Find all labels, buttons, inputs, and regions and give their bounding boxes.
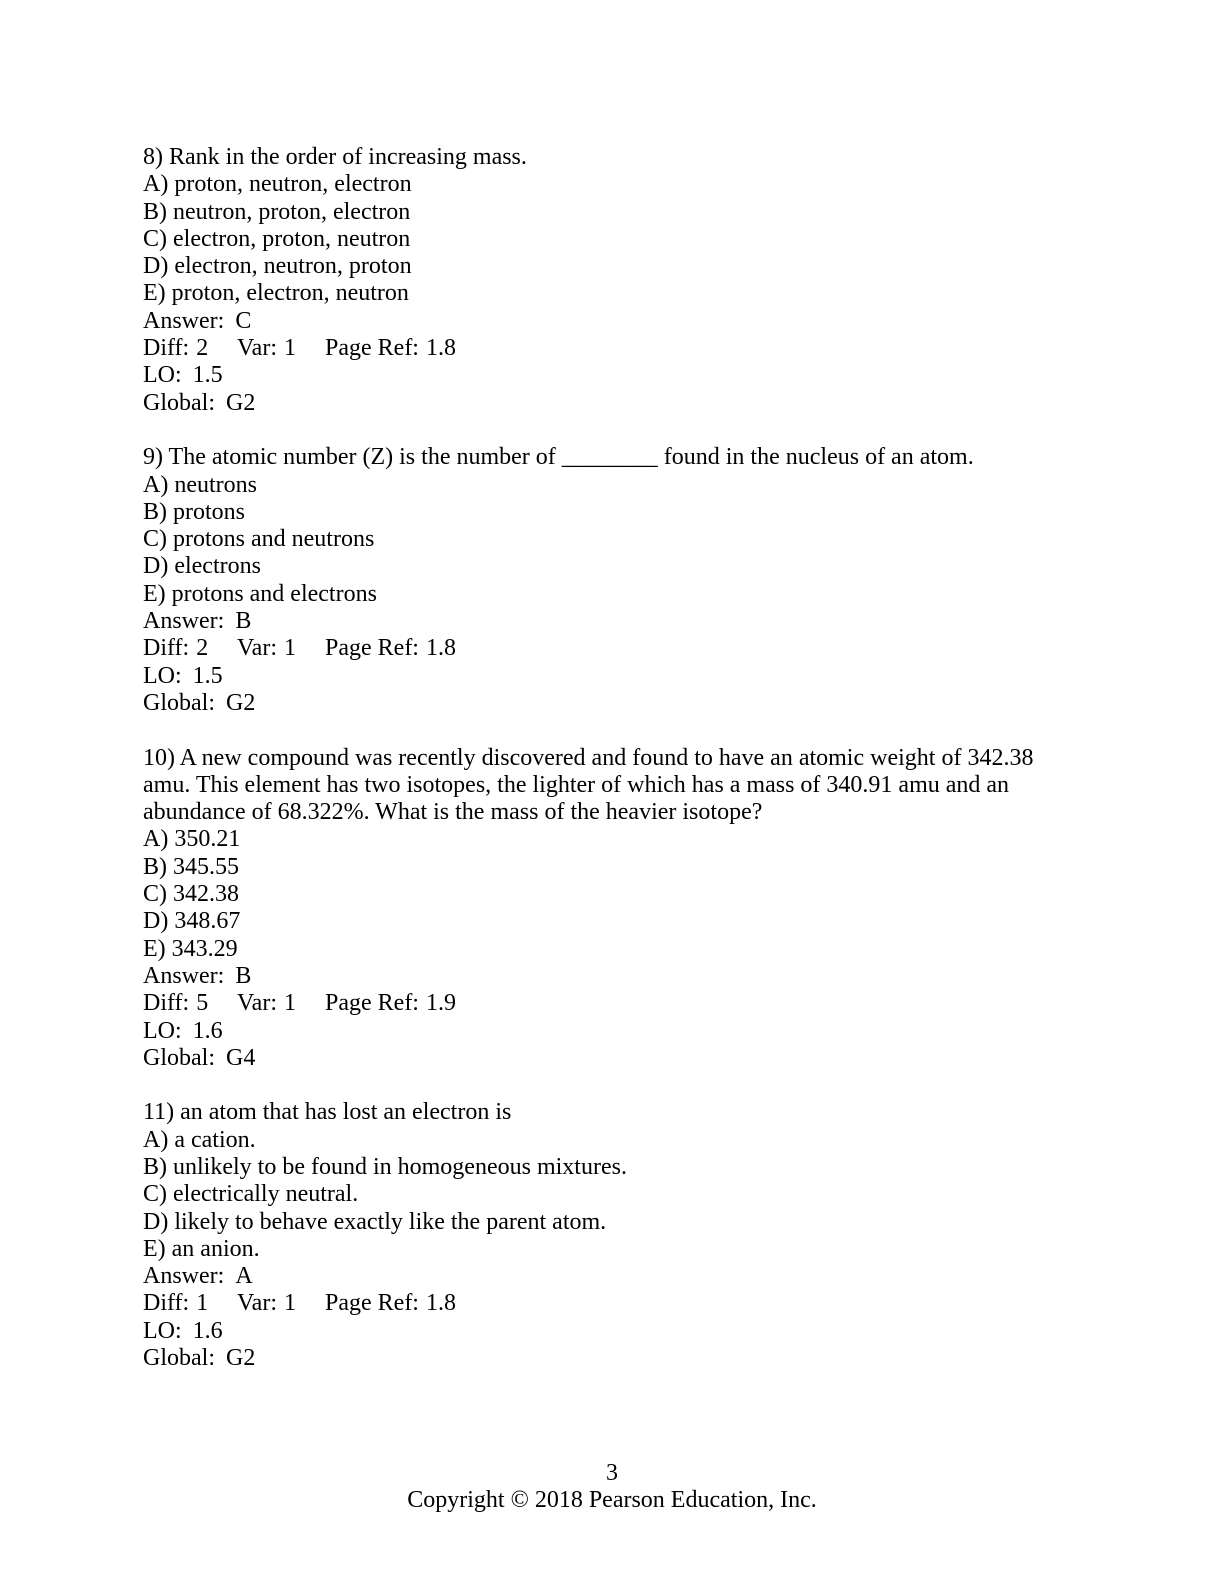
lo-value: 1.5 <box>192 662 223 689</box>
question-8 <box>143 144 1080 417</box>
var-segment <box>237 1290 325 1317</box>
lo-line <box>143 1318 1080 1345</box>
diff-value: 2 <box>196 335 209 362</box>
lo-value: 1.6 <box>192 1017 223 1044</box>
pageref-label: Page Ref: <box>325 635 419 662</box>
answer-label: Answer: <box>143 1263 225 1290</box>
option-e: E) proton, electron, neutron <box>143 280 409 307</box>
var-label: Var: <box>237 990 277 1017</box>
pageref-value: 1.9 <box>425 990 456 1017</box>
option-e: E) an anion. <box>143 1235 260 1262</box>
var-value: 1 <box>283 335 296 362</box>
diff-label: Diff: <box>143 335 190 362</box>
pageref-label: Page Ref: <box>325 990 419 1017</box>
meta-line <box>143 635 1080 662</box>
var-label: Var: <box>237 635 277 662</box>
question-text: 11) an atom that has lost an electron is <box>143 1099 512 1126</box>
option-d: D) likely to behave exactly like the parent atom. <box>143 1208 607 1235</box>
meta-line <box>143 1290 1080 1317</box>
var-value: 1 <box>283 635 296 662</box>
diff-label: Diff: <box>143 990 190 1017</box>
copyright-notice: Copyright © 2018 Pearson Education, Inc. <box>407 1487 817 1514</box>
option-a: A) neutrons <box>143 471 257 498</box>
var-segment <box>237 635 325 662</box>
global-line <box>143 1345 1080 1372</box>
question-11 <box>143 1099 1080 1372</box>
var-segment <box>237 990 325 1017</box>
option-c: C) 342.38 <box>143 881 239 908</box>
diff-segment <box>143 1290 237 1317</box>
pageref-value: 1.8 <box>425 635 456 662</box>
lo-label: LO: <box>143 362 182 389</box>
lo-value: 1.6 <box>192 1317 223 1344</box>
global-value: G2 <box>226 1345 256 1372</box>
var-value: 1 <box>283 990 296 1017</box>
lo-value: 1.5 <box>192 362 223 389</box>
global-label: Global: <box>143 1044 215 1071</box>
answer-line <box>143 608 1080 635</box>
global-label: Global: <box>143 389 215 416</box>
lo-line <box>143 1018 1080 1045</box>
answer-line <box>143 1263 1080 1290</box>
answer-label: Answer: <box>143 608 225 635</box>
answer-value: A <box>235 1263 253 1290</box>
var-value: 1 <box>283 1290 296 1317</box>
question-text: 8) Rank in the order of increasing mass. <box>143 144 527 170</box>
pageref-segment <box>325 335 456 361</box>
diff-segment <box>143 635 237 662</box>
pageref-segment <box>325 1290 456 1316</box>
option-d: D) electrons <box>143 553 261 580</box>
global-value: G2 <box>226 689 256 716</box>
option-c: C) electrically neutral. <box>143 1181 359 1208</box>
diff-label: Diff: <box>143 635 190 662</box>
answer-label: Answer: <box>143 307 225 334</box>
pageref-segment <box>325 990 456 1016</box>
option-c: C) electron, proton, neutron <box>143 225 411 252</box>
option-b: B) unlikely to be found in homogeneous mixtures. <box>143 1153 627 1180</box>
diff-label: Diff: <box>143 1290 190 1317</box>
lo-label: LO: <box>143 662 182 689</box>
answer-value: B <box>235 608 252 635</box>
global-line <box>143 390 1080 417</box>
option-b: B) protons <box>143 498 245 525</box>
question-text: 10) A new compound was recently discovered and found to have an atomic weight of 342.38 amu. This element has two isotopes, the lighter of which has a mass of 340.91 amu and an abundance of 68.322%. What is the mass of the heavier isotope? <box>143 744 1034 826</box>
global-line <box>143 1045 1080 1072</box>
answer-value: B <box>235 962 252 989</box>
answer-line <box>143 963 1080 990</box>
lo-label: LO: <box>143 1317 182 1344</box>
global-line <box>143 690 1080 717</box>
diff-segment <box>143 990 237 1017</box>
page-footer <box>0 1460 1224 1515</box>
option-e: E) 343.29 <box>143 935 238 962</box>
pageref-label: Page Ref: <box>325 335 419 362</box>
option-d: D) electron, neutron, proton <box>143 253 412 280</box>
answer-label: Answer: <box>143 962 225 989</box>
var-label: Var: <box>237 335 277 362</box>
pageref-segment <box>325 635 456 661</box>
global-label: Global: <box>143 689 215 716</box>
questions-area <box>143 144 1080 1400</box>
option-b: B) neutron, proton, electron <box>143 198 411 225</box>
pageref-value: 1.8 <box>425 335 456 362</box>
var-segment <box>237 335 325 362</box>
meta-line <box>143 990 1080 1017</box>
option-a: A) a cation. <box>143 1126 256 1153</box>
lo-line <box>143 362 1080 389</box>
diff-value: 2 <box>196 635 209 662</box>
question-9 <box>143 444 1080 717</box>
option-e: E) protons and electrons <box>143 580 377 607</box>
lo-line <box>143 663 1080 690</box>
answer-value: C <box>235 307 252 334</box>
global-value: G4 <box>226 1044 256 1071</box>
lo-label: LO: <box>143 1017 182 1044</box>
option-d: D) 348.67 <box>143 908 241 935</box>
diff-value: 5 <box>196 990 209 1017</box>
meta-line <box>143 335 1080 362</box>
var-label: Var: <box>237 1290 277 1317</box>
option-a: A) proton, neutron, electron <box>143 171 412 198</box>
answer-line <box>143 308 1080 335</box>
question-text: 9) The atomic number (Z) is the number of ________ found in the nucleus of an atom. <box>143 444 974 471</box>
option-c: C) protons and neutrons <box>143 526 375 553</box>
option-a: A) 350.21 <box>143 826 241 853</box>
page-number: 3 <box>606 1460 618 1486</box>
option-b: B) 345.55 <box>143 853 239 880</box>
pageref-value: 1.8 <box>425 1290 456 1317</box>
diff-segment <box>143 335 237 362</box>
global-value: G2 <box>226 389 256 416</box>
diff-value: 1 <box>196 1290 209 1317</box>
question-10 <box>143 745 1080 1073</box>
global-label: Global: <box>143 1345 215 1372</box>
pageref-label: Page Ref: <box>325 1290 419 1317</box>
